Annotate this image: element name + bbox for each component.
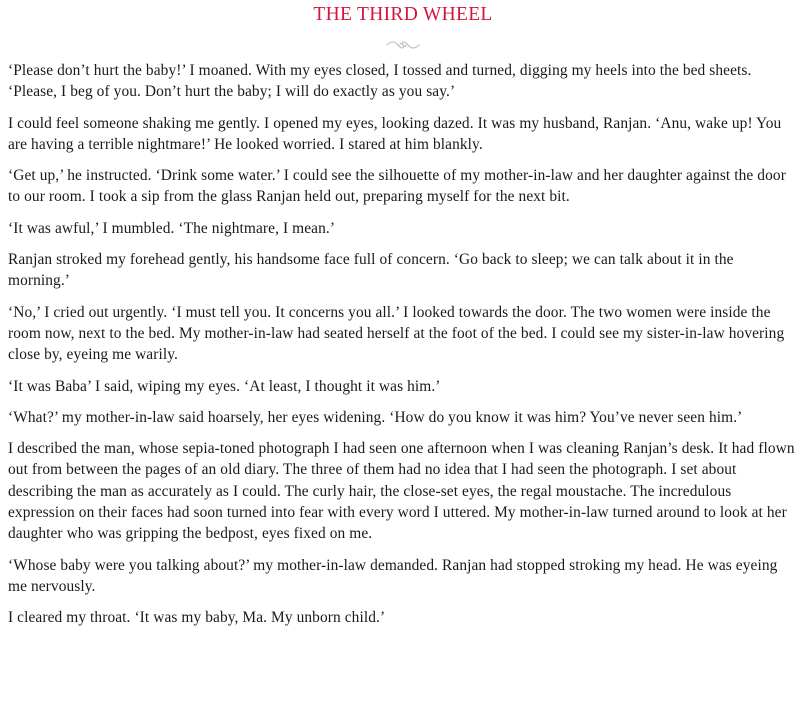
paragraph: I cleared my throat. ‘It was my baby, Ma. My unborn child.’ xyxy=(8,609,386,627)
paragraph: Ranjan stroked my forehead gently, his handsome face full of concern. ‘Go back to sleep; we can talk about it in the morning.’ xyxy=(8,251,734,290)
paragraph: ‘No,’ I cried out urgently. ‘I must tell you. It concerns you all.’ I looked towards the door. The two women were inside the room now, next to the bed. My mother-in-law had seated herself at the foot of the bed. I could see my sister-in-law hovering close by, eyeing me warily. xyxy=(8,303,785,364)
paragraph: ‘It was Baba’ I said, wiping my eyes. ‘At least, I thought it was him.’ xyxy=(8,377,441,395)
paragraph: ‘It was awful,’ I mumbled. ‘The nightmare, I mean.’ xyxy=(8,219,336,237)
scroll-flourish-icon xyxy=(386,40,420,50)
paragraph: ‘Please don’t hurt the baby!’ I moaned. With my eyes closed, I tossed and turned, digging my heels into the bed sheets. ‘Please, I beg of you. Don’t hurt the baby; I will do exactly as you say.’ xyxy=(8,62,752,101)
paragraph: I could feel someone shaking me gently. I opened my eyes, looking dazed. It was my husband, Ranjan. ‘Anu, wake up! You are having a terrible nightmare!’ He looked worried. I stared at him blankly. xyxy=(8,114,782,153)
paragraph: ‘What?’ my mother-in-law said hoarsely, her eyes widening. ‘How do you know it was him? You’ve never seen him.’ xyxy=(8,408,743,426)
paragraph: ‘Whose baby were you talking about?’ my mother-in-law demanded. Ranjan had stopped stroking my head. He was eyeing me nervously. xyxy=(8,556,778,595)
paragraph: I described the man, whose sepia-toned photograph I had seen one afternoon when I was cleaning Ranjan’s desk. It had flown out from between the pages of an old diary. The three of them had no idea that I had seen the photograph. I set about describing the man as accurately as I could. The curly hair, the close-set eyes, the regal moustache. The incredulous expression on their faces had soon turned into fear with every word I uttered. My mother-in-law turned around to look at her daughter who was gripping the bedpost, eyes fixed on me. xyxy=(8,440,795,543)
paragraph: ‘Get up,’ he instructed. ‘Drink some water.’ I could see the silhouette of my mother-in-law and her daughter against the door to our room. I took a sip from the glass Ranjan held out, preparing myself for the next bit. xyxy=(8,167,786,206)
document-page xyxy=(8,0,798,639)
chapter-title: THE THIRD WHEEL xyxy=(313,4,493,25)
chapter-body xyxy=(8,60,798,629)
